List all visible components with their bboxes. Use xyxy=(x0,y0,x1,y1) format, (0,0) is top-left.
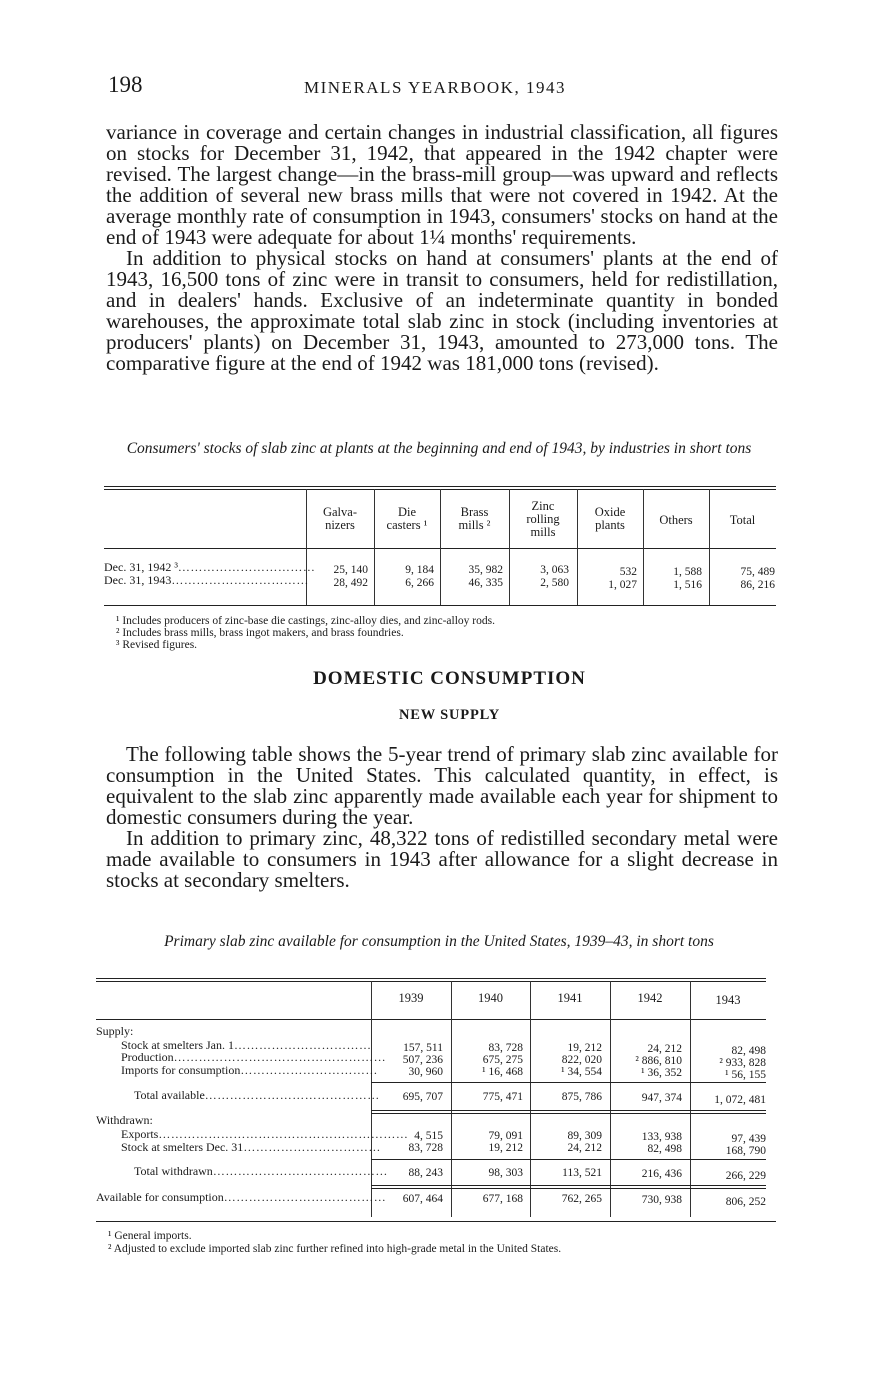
table-cell: 82, 498 xyxy=(731,1045,766,1057)
column-header: Brass mills ² xyxy=(458,505,491,532)
table-row-label: Available for consumption………………………………… xyxy=(96,1190,387,1204)
table-row-label: Imports for consumption…………………………… xyxy=(121,1063,378,1077)
table-rule xyxy=(96,1019,766,1020)
footnote: ¹ Includes producers of zinc-base die castings, zinc-alloy dies, and zinc-alloy rods. xyxy=(116,615,495,627)
table1-caption: Consumers' stocks of slab zinc at plants at the beginning and end of 1943, by industries in short tons xyxy=(126,440,752,457)
table-cell: 157, 511 xyxy=(403,1042,443,1054)
paragraph: In addition to primary zinc, 48,322 tons of redistilled secondary metal were made available to consumers in 1943 after allowance for a slight decrease in stocks at secondary smelters. xyxy=(106,826,778,892)
table-cell: 35, 982 xyxy=(468,564,503,576)
section-subheading: NEW SUPPLY xyxy=(398,707,501,723)
sum-rule xyxy=(371,1188,766,1189)
year-header: 1940 xyxy=(478,991,503,1005)
table-row-label: Dec. 31, 1942 ³…………………………… xyxy=(104,560,316,574)
table-cell: 947, 374 xyxy=(641,1092,682,1104)
table2-caption: Primary slab zinc available for consumption in the United States, 1939–43, in short tons xyxy=(164,933,714,950)
table-cell: 677, 168 xyxy=(482,1193,523,1205)
running-title: MINERALS YEARBOOK, 1943 xyxy=(304,78,566,97)
table-cell: 607, 464 xyxy=(402,1193,443,1205)
table-rule xyxy=(96,981,766,982)
table-cell: 30, 960 xyxy=(408,1066,443,1078)
table-cell: 97, 439 xyxy=(731,1133,766,1145)
paragraph: variance in coverage and certain changes in industrial classification, all figures on stocks for December 31, 1942, that appeared in the 1942 chapter were revised. The largest change—in the brass-mill group—was upward and reflects the addition of several new brass mills that were not covered in 1942. At the average monthly rate of consumption in 1943, consumers' stocks on hand at the end of 1943 were adequate for about 1¼ months' requirements. xyxy=(106,120,778,249)
table-cell: 28, 492 xyxy=(333,577,368,589)
table-cell: 266, 229 xyxy=(725,1170,766,1182)
column-header: Others xyxy=(659,513,693,527)
table-row-label: Stock at smelters Dec. 31…………………………… xyxy=(121,1140,381,1154)
table-cell: 1, 072, 481 xyxy=(714,1094,766,1106)
table-row-label: Dec. 31, 1943…………………………… xyxy=(104,573,309,587)
table-cell: 89, 309 xyxy=(567,1130,602,1142)
table-cell: 3, 063 xyxy=(540,564,569,576)
group-label: Withdrawn: xyxy=(96,1113,153,1127)
year-header: 1939 xyxy=(398,991,424,1005)
table-cell: 168, 790 xyxy=(725,1145,766,1157)
table-cell: 822, 020 xyxy=(561,1054,602,1066)
table-cell: ¹ 34, 554 xyxy=(561,1066,602,1078)
table-cell: 695, 707 xyxy=(402,1091,443,1103)
table-rule xyxy=(104,486,776,487)
running-head xyxy=(108,72,778,102)
column-header: Total xyxy=(729,513,756,527)
table-cell: 83, 728 xyxy=(488,1042,523,1054)
table-cell: 133, 938 xyxy=(641,1131,682,1143)
table-cell: 675, 275 xyxy=(482,1054,523,1066)
table-rule xyxy=(96,978,766,979)
sum-rule xyxy=(371,1159,766,1160)
sum-rule xyxy=(371,1082,766,1083)
table-rule xyxy=(96,1221,776,1222)
table-cell: 532 xyxy=(619,566,637,578)
year-header: 1941 xyxy=(557,991,583,1005)
page-number: 198 xyxy=(108,72,143,97)
table-cell: 1, 588 xyxy=(673,566,702,578)
column-header: Zinc rolling mills xyxy=(526,499,560,539)
table-cell: 9, 184 xyxy=(405,564,434,576)
table-rule xyxy=(104,605,776,606)
table-cell: ² 886, 810 xyxy=(635,1055,682,1067)
table-cell: 4, 515 xyxy=(414,1130,443,1142)
table-cell: 1, 516 xyxy=(673,579,702,591)
table-cell: 2, 580 xyxy=(540,577,569,589)
table-cell: ² 933, 828 xyxy=(719,1057,766,1069)
table-cell: 113, 521 xyxy=(562,1167,602,1179)
table-row-label: Stock at smelters Jan. 1…………………………… xyxy=(121,1038,372,1052)
footnote: ² Includes brass mills, brass ingot makers, and brass foundries. xyxy=(116,627,404,639)
group-label: Supply: xyxy=(96,1024,134,1038)
body-text-middle xyxy=(106,744,778,891)
column-header: Oxide plants xyxy=(594,505,626,532)
table-cell: 88, 243 xyxy=(408,1167,443,1179)
table-cell: 46, 335 xyxy=(468,577,503,589)
paragraph: In addition to physical stocks on hand at consumers' plants at the end of 1943, 16,500 tons of zinc were in transit to consumers, held for redistillation, and in dealers' hands. Exclusive of an indeterminate quantity in bonded warehouses, the approximate total slab zinc in stock (including inventories at producers' plants) on December 31, 1943, amounted to 273,000 tons. The comparative figure at the end of 1942 was 181,000 tons (revised). xyxy=(106,246,778,375)
sum-rule xyxy=(371,1110,766,1111)
table-cell: ¹ 56, 155 xyxy=(725,1069,766,1081)
table-row-label: Total withdrawn…………………………………… xyxy=(134,1164,388,1178)
table-row-label: Exports…………………………………………………… xyxy=(121,1127,409,1141)
column-header: Galva- nizers xyxy=(322,505,357,532)
table-cell: 775, 471 xyxy=(482,1091,523,1103)
table-row-label: Total available…………………………………… xyxy=(134,1088,380,1102)
table-cell: 24, 212 xyxy=(647,1043,682,1055)
table-cell: 1, 027 xyxy=(608,579,637,591)
table-cell: 762, 265 xyxy=(561,1193,602,1205)
year-header: 1943 xyxy=(715,993,741,1007)
table-cell: 507, 236 xyxy=(402,1054,443,1066)
table-cell: 6, 266 xyxy=(405,577,434,589)
footnote: ¹ General imports. xyxy=(108,1230,192,1242)
table-cell: 24, 212 xyxy=(567,1142,602,1154)
table-cell: 730, 938 xyxy=(641,1194,682,1206)
table-cell: 19, 212 xyxy=(488,1142,523,1154)
table-cell: ¹ 16, 468 xyxy=(482,1066,523,1078)
table-cell: 806, 252 xyxy=(725,1196,766,1208)
sum-rule xyxy=(371,1185,766,1186)
year-header: 1942 xyxy=(637,991,663,1005)
footnote: ² Adjusted to exclude imported slab zinc further refined into high-grade metal in the United States. xyxy=(108,1243,562,1255)
section-heading: DOMESTIC CONSUMPTION xyxy=(313,668,586,689)
table-row-label: Production…………………………………………… xyxy=(121,1050,387,1064)
table-cell: 82, 498 xyxy=(647,1143,682,1155)
table-cell: 79, 091 xyxy=(488,1130,523,1142)
table-cell: 86, 216 xyxy=(740,579,775,591)
table-cell: 25, 140 xyxy=(333,564,368,576)
sum-rule xyxy=(371,1113,766,1114)
table-cell: 216, 436 xyxy=(641,1168,682,1180)
column-header: Die casters ¹ xyxy=(386,505,428,532)
footnote: ³ Revised figures. xyxy=(116,639,198,651)
table-cell: 875, 786 xyxy=(561,1091,602,1103)
table-cell: 98, 303 xyxy=(488,1167,523,1179)
body-text-top xyxy=(106,122,778,374)
paragraph: The following table shows the 5-year trend of primary slab zinc available for consumption in the United States. This calculated quantity, in effect, is equivalent to the slab zinc apparently made available each year for shipment to domestic consumers during the year. xyxy=(106,742,778,829)
table-cell: ¹ 36, 352 xyxy=(641,1067,682,1079)
table-cell: 19, 212 xyxy=(567,1042,602,1054)
table-cell: 75, 489 xyxy=(740,566,775,578)
table-cell: 83, 728 xyxy=(408,1142,443,1154)
